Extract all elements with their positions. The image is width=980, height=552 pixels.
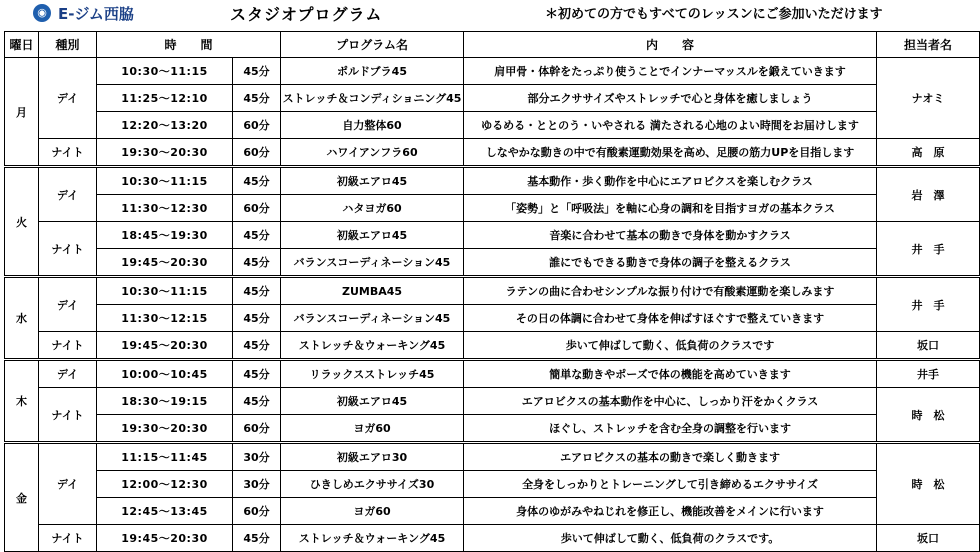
content-cell: エアロビクスの基本の動きで楽しく動きます <box>464 443 877 471</box>
time-cell: 10:30～11:15 <box>97 167 233 195</box>
instructor-cell: 高 原 <box>877 139 980 167</box>
content-cell: 全身をしっかりとトレーニングして引き締めるエクササイズ <box>464 471 877 498</box>
program-name-cell: 初級エアロ30 <box>281 443 464 471</box>
program-name-cell: ハタヨガ60 <box>281 195 464 222</box>
col-header-instructor: 担当者名 <box>877 32 980 58</box>
duration-cell: 30分 <box>233 443 281 471</box>
time-cell: 11:25～12:10 <box>97 85 233 112</box>
table-header-row <box>5 32 980 58</box>
content-cell: エアロビクスの基本動作を中心に、しっかり汗をかくクラス <box>464 388 877 415</box>
program-name-cell: ZUMBA45 <box>281 277 464 305</box>
time-cell: 19:45～20:30 <box>97 525 233 552</box>
col-header-content: 内 容 <box>464 32 877 58</box>
content-cell: 基本動作・歩く動作を中心にエアロビクスを楽しむクラス <box>464 167 877 195</box>
day-cell: 月 <box>5 58 39 167</box>
col-header-time: 時 間 <box>97 32 281 58</box>
program-name-cell: ハワイアンフラ60 <box>281 139 464 167</box>
schedule-row <box>5 360 980 388</box>
schedule-row <box>5 305 980 332</box>
duration-cell: 45分 <box>233 85 281 112</box>
time-cell: 12:20～13:20 <box>97 112 233 139</box>
time-cell: 19:45～20:30 <box>97 332 233 360</box>
instructor-cell: 岩 澤 <box>877 167 980 222</box>
program-name-cell: ヨガ60 <box>281 415 464 443</box>
day-cell: 金 <box>5 443 39 552</box>
instructor-cell: 井手 <box>877 360 980 388</box>
page-header <box>0 0 980 30</box>
content-cell: 歩いて伸ばして動く、低負荷のクラスです。 <box>464 525 877 552</box>
instructor-cell: 坂口 <box>877 332 980 360</box>
schedule-row <box>5 388 980 415</box>
program-name-cell: 初級エアロ45 <box>281 222 464 249</box>
session-type-cell: ナイト <box>39 388 97 443</box>
duration-cell: 60分 <box>233 112 281 139</box>
time-cell: 10:00～10:45 <box>97 360 233 388</box>
content-cell: 歩いて伸ばして動く、低負荷のクラスです <box>464 332 877 360</box>
day-cell: 火 <box>5 167 39 277</box>
day-cell: 水 <box>5 277 39 360</box>
session-type-cell: デイ <box>39 443 97 525</box>
duration-cell: 45分 <box>233 277 281 305</box>
content-cell: ゆるめる・ととのう・いやされる 満たされる心地のよい時間をお届けします <box>464 112 877 139</box>
duration-cell: 60分 <box>233 415 281 443</box>
duration-cell: 30分 <box>233 471 281 498</box>
schedule-row <box>5 222 980 249</box>
schedule-row <box>5 498 980 525</box>
content-cell: 「姿勢」と「呼吸法」を軸に心身の調和を目指すヨガの基本クラス <box>464 195 877 222</box>
duration-cell: 60分 <box>233 498 281 525</box>
time-cell: 11:30～12:30 <box>97 195 233 222</box>
schedule-row <box>5 58 980 85</box>
duration-cell: 45分 <box>233 222 281 249</box>
session-type-cell: ナイト <box>39 332 97 360</box>
time-cell: 10:30～11:15 <box>97 58 233 85</box>
duration-cell: 45分 <box>233 525 281 552</box>
logo-icon: ◉ <box>33 4 51 22</box>
gym-logo-text: E-ジム西脇 <box>58 5 134 23</box>
content-cell: 肩甲骨・体幹をたっぷり使うことでインナーマッスルを鍛えていきます <box>464 58 877 85</box>
schedule-row <box>5 195 980 222</box>
participation-note: ＊初めての方でもすべてのレッスンにご参加いただけます <box>545 7 883 22</box>
program-name-cell: ストレッチ＆ウォーキング45 <box>281 525 464 552</box>
time-cell: 12:00～12:30 <box>97 471 233 498</box>
schedule-body <box>5 58 980 552</box>
schedule-row <box>5 249 980 277</box>
session-type-cell: デイ <box>39 277 97 332</box>
content-cell: ラテンの曲に合わせシンプルな振り付けで有酸素運動を楽しみます <box>464 277 877 305</box>
program-name-cell: バランスコーディネーション45 <box>281 305 464 332</box>
content-cell: その日の体調に合わせて身体を伸ばすほぐすで整えていきます <box>464 305 877 332</box>
schedule-row <box>5 415 980 443</box>
time-cell: 19:45～20:30 <box>97 249 233 277</box>
schedule-row <box>5 525 980 552</box>
instructor-cell: 坂口 <box>877 525 980 552</box>
schedule-row <box>5 167 980 195</box>
program-name-cell: 初級エアロ45 <box>281 167 464 195</box>
content-cell: 部分エクササイズやストレッチで心と身体を癒しましょう <box>464 85 877 112</box>
time-cell: 18:30～19:15 <box>97 388 233 415</box>
schedule-table <box>4 31 980 552</box>
session-type-cell: デイ <box>39 58 97 139</box>
instructor-cell: 井 手 <box>877 222 980 277</box>
program-name-cell: ストレッチ＆ウォーキング45 <box>281 332 464 360</box>
session-type-cell: デイ <box>39 360 97 388</box>
col-header-type: 種別 <box>39 32 97 58</box>
program-name-cell: ひきしめエクササイズ30 <box>281 471 464 498</box>
program-name-cell: 初級エアロ45 <box>281 388 464 415</box>
content-cell: ほぐし、ストレッチを含む全身の調整を行います <box>464 415 877 443</box>
col-header-program: プログラム名 <box>281 32 464 58</box>
program-name-cell: リラックスストレッチ45 <box>281 360 464 388</box>
schedule-row <box>5 112 980 139</box>
instructor-cell: 時 松 <box>877 388 980 443</box>
content-cell: しなやかな動きの中で有酸素運動効果を高め、足腰の筋力UPを目指します <box>464 139 877 167</box>
duration-cell: 45分 <box>233 360 281 388</box>
schedule-row <box>5 471 980 498</box>
program-name-cell: 自力整体60 <box>281 112 464 139</box>
time-cell: 19:30～20:30 <box>97 415 233 443</box>
time-cell: 19:30～20:30 <box>97 139 233 167</box>
duration-cell: 45分 <box>233 305 281 332</box>
duration-cell: 60分 <box>233 195 281 222</box>
session-type-cell: ナイト <box>39 139 97 167</box>
day-cell: 木 <box>5 360 39 443</box>
content-cell: 身体のゆがみやねじれを修正し、機能改善をメインに行います <box>464 498 877 525</box>
time-cell: 11:30～12:15 <box>97 305 233 332</box>
duration-cell: 60分 <box>233 139 281 167</box>
instructor-cell: ナオミ <box>877 58 980 139</box>
duration-cell: 45分 <box>233 332 281 360</box>
time-cell: 10:30～11:15 <box>97 277 233 305</box>
instructor-cell: 井 手 <box>877 277 980 332</box>
time-cell: 18:45～19:30 <box>97 222 233 249</box>
duration-cell: 45分 <box>233 58 281 85</box>
content-cell: 音楽に合わせて基本の動きで身体を動かすクラス <box>464 222 877 249</box>
instructor-cell: 時 松 <box>877 443 980 525</box>
session-type-cell: デイ <box>39 167 97 222</box>
session-type-cell: ナイト <box>39 222 97 277</box>
session-type-cell: ナイト <box>39 525 97 552</box>
program-name-cell: ポルドブラ45 <box>281 58 464 85</box>
time-cell: 11:15～11:45 <box>97 443 233 471</box>
duration-cell: 45分 <box>233 388 281 415</box>
schedule-row <box>5 277 980 305</box>
time-cell: 12:45～13:45 <box>97 498 233 525</box>
program-name-cell: バランスコーディネーション45 <box>281 249 464 277</box>
content-cell: 誰にでもできる動きで身体の調子を整えるクラス <box>464 249 877 277</box>
schedule-row <box>5 85 980 112</box>
duration-cell: 45分 <box>233 167 281 195</box>
duration-cell: 45分 <box>233 249 281 277</box>
col-header-day: 曜日 <box>5 32 39 58</box>
program-name-cell: ストレッチ＆コンディショニング45 <box>281 85 464 112</box>
page-title: スタジオプログラム <box>230 5 383 24</box>
schedule-row <box>5 332 980 360</box>
schedule-row <box>5 139 980 167</box>
content-cell: 簡単な動きやポーズで体の機能を高めていきます <box>464 360 877 388</box>
schedule-row <box>5 443 980 471</box>
program-name-cell: ヨガ60 <box>281 498 464 525</box>
